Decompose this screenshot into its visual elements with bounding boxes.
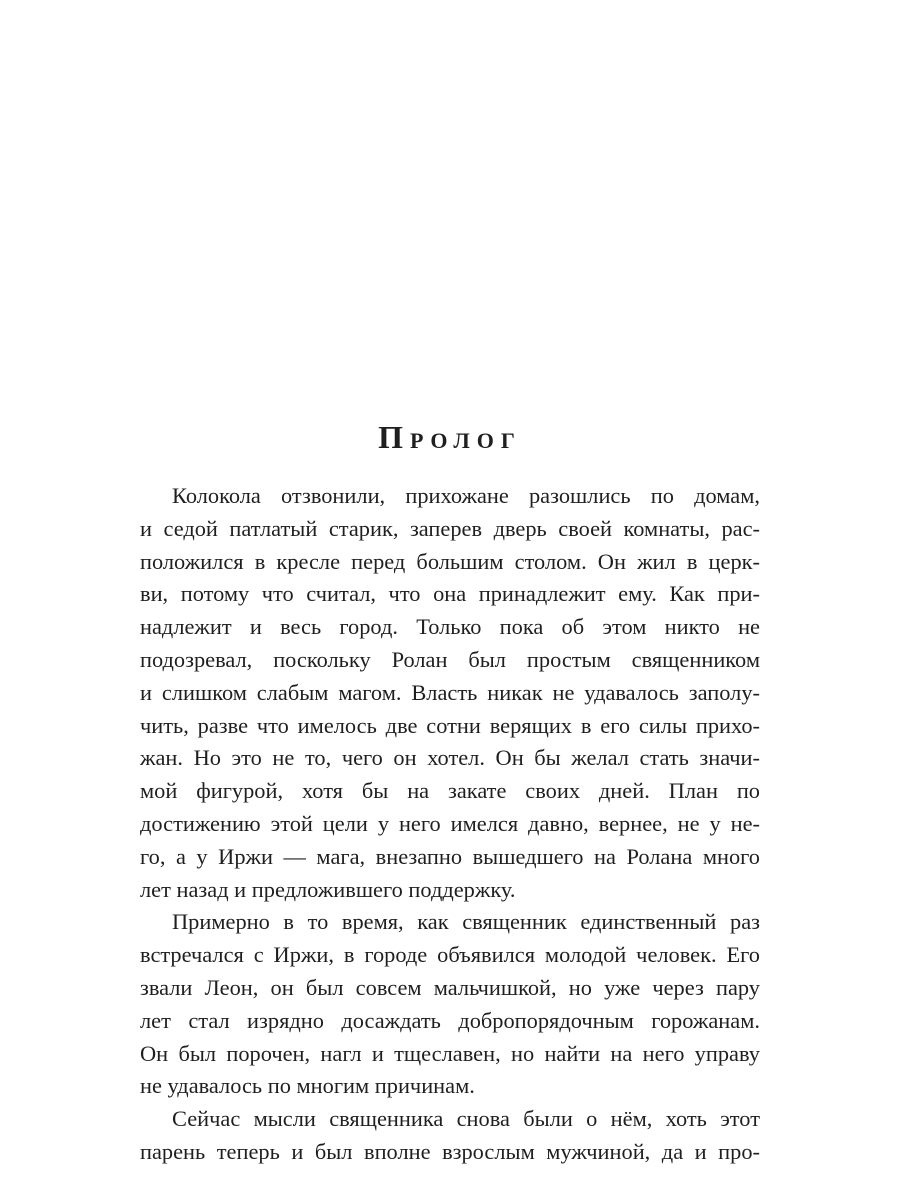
paragraph (140, 906, 760, 1103)
chapter-body (140, 480, 760, 1169)
text-line: надлежит и весь город. Только пока об этом никто не (140, 614, 760, 640)
text-line: и слишком слабым магом. Власть никак не удавалось заполу- (140, 679, 760, 705)
text-line: мой фигурой, хотя бы на закате своих дней. План по (140, 778, 760, 804)
text-line: жан. Но это не то, чего он хотел. Он бы желал стать значи- (140, 745, 760, 771)
text-line: встречался с Иржи, в городе объявился молодой человек. Его (140, 942, 760, 968)
text-line: и седой патлатый старик, заперев дверь своей комнаты, рас- (140, 515, 760, 541)
text-line: чить, разве что имелось две сотни верящих в его силы прихо- (140, 712, 760, 738)
text-line: подозревал, поскольку Ролан был простым священником (140, 646, 760, 672)
text-line: парень теперь и был вполне взрослым мужчиной, да и про- (140, 1138, 760, 1164)
paragraph (140, 1103, 760, 1169)
text-line: Он был порочен, нагл и тщеславен, но найти на него управу (140, 1040, 760, 1066)
text-line: положился в кресле перед большим столом. Он жил в церк- (140, 548, 760, 574)
text-line: достижению этой цели у него имелся давно, вернее, не у не- (140, 810, 760, 836)
text-line: звали Леон, он был совсем мальчишкой, но уже через пару (140, 974, 760, 1000)
text-line: Примерно в то время, как священник единственный раз (172, 909, 760, 935)
paragraph (140, 480, 760, 906)
text-line: лет стал изрядно досаждать добропорядочным горожанам. (140, 1007, 760, 1033)
text-line: го, а у Иржи — мага, внезапно вышедшего на Ролана много (140, 843, 760, 869)
text-line: Колокола отзвонили, прихожане разошлись по домам, (172, 483, 760, 508)
text-line: лет назад и предложившего поддержку. (140, 876, 516, 902)
chapter-title: Пролог (378, 419, 522, 455)
text-line: ви, потому что считал, что она принадлежит ему. Как при- (140, 581, 760, 607)
text-line: Сейчас мысли священника снова были о нём, хоть этот (172, 1106, 760, 1132)
text-line: не удавалось по многим причинам. (140, 1073, 475, 1099)
